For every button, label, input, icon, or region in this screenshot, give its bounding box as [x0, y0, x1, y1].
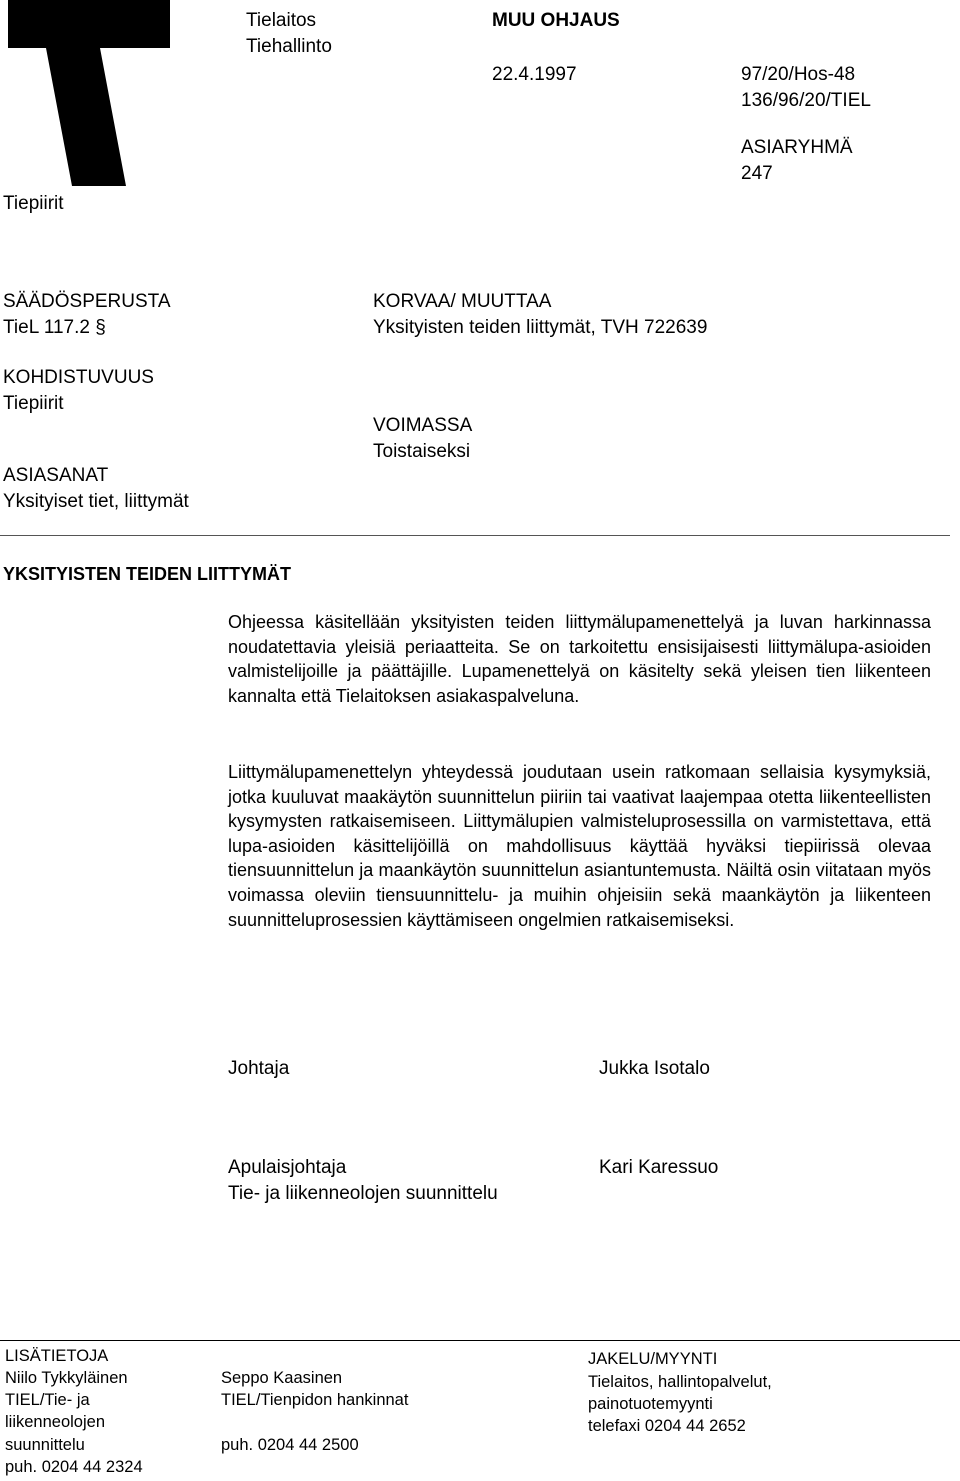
header-divider	[0, 535, 950, 536]
target-label: KOHDISTUVUUS	[3, 367, 154, 388]
keywords-label: ASIASANAT	[3, 465, 109, 486]
contact2-name: Seppo Kaasinen	[221, 1369, 343, 1387]
keywords-value: Yksityiset tiet, liittymät	[3, 491, 189, 512]
distribution-line2: painotuotemyynti	[588, 1395, 713, 1413]
group-value: 247	[741, 163, 773, 184]
signature-name-2: Kari Karessuo	[599, 1157, 719, 1178]
body-paragraph-2: Liittymälupamenettelyn yhteydessä joudutaan usein ratkomaan sellaisia kysymyksiä, jotka kuuluvat maakäytön suunnittelun piiriin tai vaativat laajempaa otetta liikenteellisten kysymysten ratkaisemiseen. Liittymälupien valmisteluprosessilla on varmistettava, että lupa-asioiden käsittelijöillä on mahdollisuus käyttää hyväksi tiepiirissä olevaa tiensuunnittelun ja maankäytön suunnittelun asiantuntemusta. Näiltä osin viitataan myös voimassa oleviin tiensuunnittelu- ja muihin ohjeisiin sekä maankäytön ja liikenteen suunnitteluprosessien käyttämiseen ongelmien ratkaisemiseksi.	[228, 762, 931, 930]
group-label: ASIARYHMÄ	[741, 137, 853, 158]
department: Tiepiirit	[3, 193, 64, 214]
valid-label: VOIMASSA	[373, 415, 473, 436]
signature-role-2: Apulaisjohtaja	[228, 1157, 347, 1178]
contact1-phone: puh. 0204 44 2324	[5, 1458, 143, 1476]
signature-role-2-dept: Tie- ja liikenneolojen suunnittelu	[228, 1183, 498, 1204]
contact1-dept-2: liikenneolojen	[5, 1413, 105, 1431]
basis-value: TieL 117.2 §	[3, 317, 106, 338]
org-name: Tielaitos	[246, 10, 317, 31]
ref-number-1: 97/20/Hos-48	[741, 64, 856, 85]
replaces-value: Yksityisten teiden liittymät, TVH 722639	[373, 317, 708, 338]
distribution-label: JAKELU/MYYNTI	[588, 1350, 718, 1368]
tielaitos-logo-icon	[8, 0, 170, 186]
target-value: Tiepiirit	[3, 393, 64, 414]
valid-value: Toistaiseksi	[373, 441, 471, 462]
contact2-dept: TIEL/Tienpidon hankinnat	[221, 1391, 409, 1409]
signature-name-1: Jukka Isotalo	[599, 1058, 710, 1079]
contact1-name: Niilo Tykkyläinen	[5, 1369, 128, 1387]
info-label: LISÄTIETOJA	[5, 1347, 109, 1365]
distribution-fax: telefaxi 0204 44 2652	[588, 1417, 746, 1435]
signature-role-1: Johtaja	[228, 1058, 290, 1079]
footer-divider	[0, 1340, 960, 1341]
contact2-phone: puh. 0204 44 2500	[221, 1436, 359, 1454]
doc-date: 22.4.1997	[492, 64, 577, 85]
contact1-dept-3: suunnittelu	[5, 1436, 85, 1454]
org-subname: Tiehallinto	[246, 36, 332, 57]
ref-number-2: 136/96/20/TIEL	[741, 90, 871, 111]
replaces-label: KORVAA/ MUUTTAA	[373, 291, 552, 312]
doc-type: MUU OHJAUS	[492, 10, 620, 31]
basis-label: SÄÄDÖSPERUSTA	[3, 291, 171, 312]
document-title: YKSITYISTEN TEIDEN LIITTYMÄT	[3, 564, 292, 584]
body-paragraph-1: Ohjeessa käsitellään yksityisten teiden liittymälupamenettelyä ja luvan harkinnassa noudatettavia yleisiä periaatteita. Se on tarkoitettu ensisijaisesti liittymälupa-asioiden valmistelijoille ja päättäjille. Lupamenettelyä on käsitelty sekä yleisen tien liikenteen kannalta että Tielaitoksen asiakaspalveluna.	[228, 612, 931, 706]
distribution-line1: Tielaitos, hallintopalvelut,	[588, 1373, 772, 1391]
contact1-dept: TIEL/Tie- ja	[5, 1391, 90, 1409]
